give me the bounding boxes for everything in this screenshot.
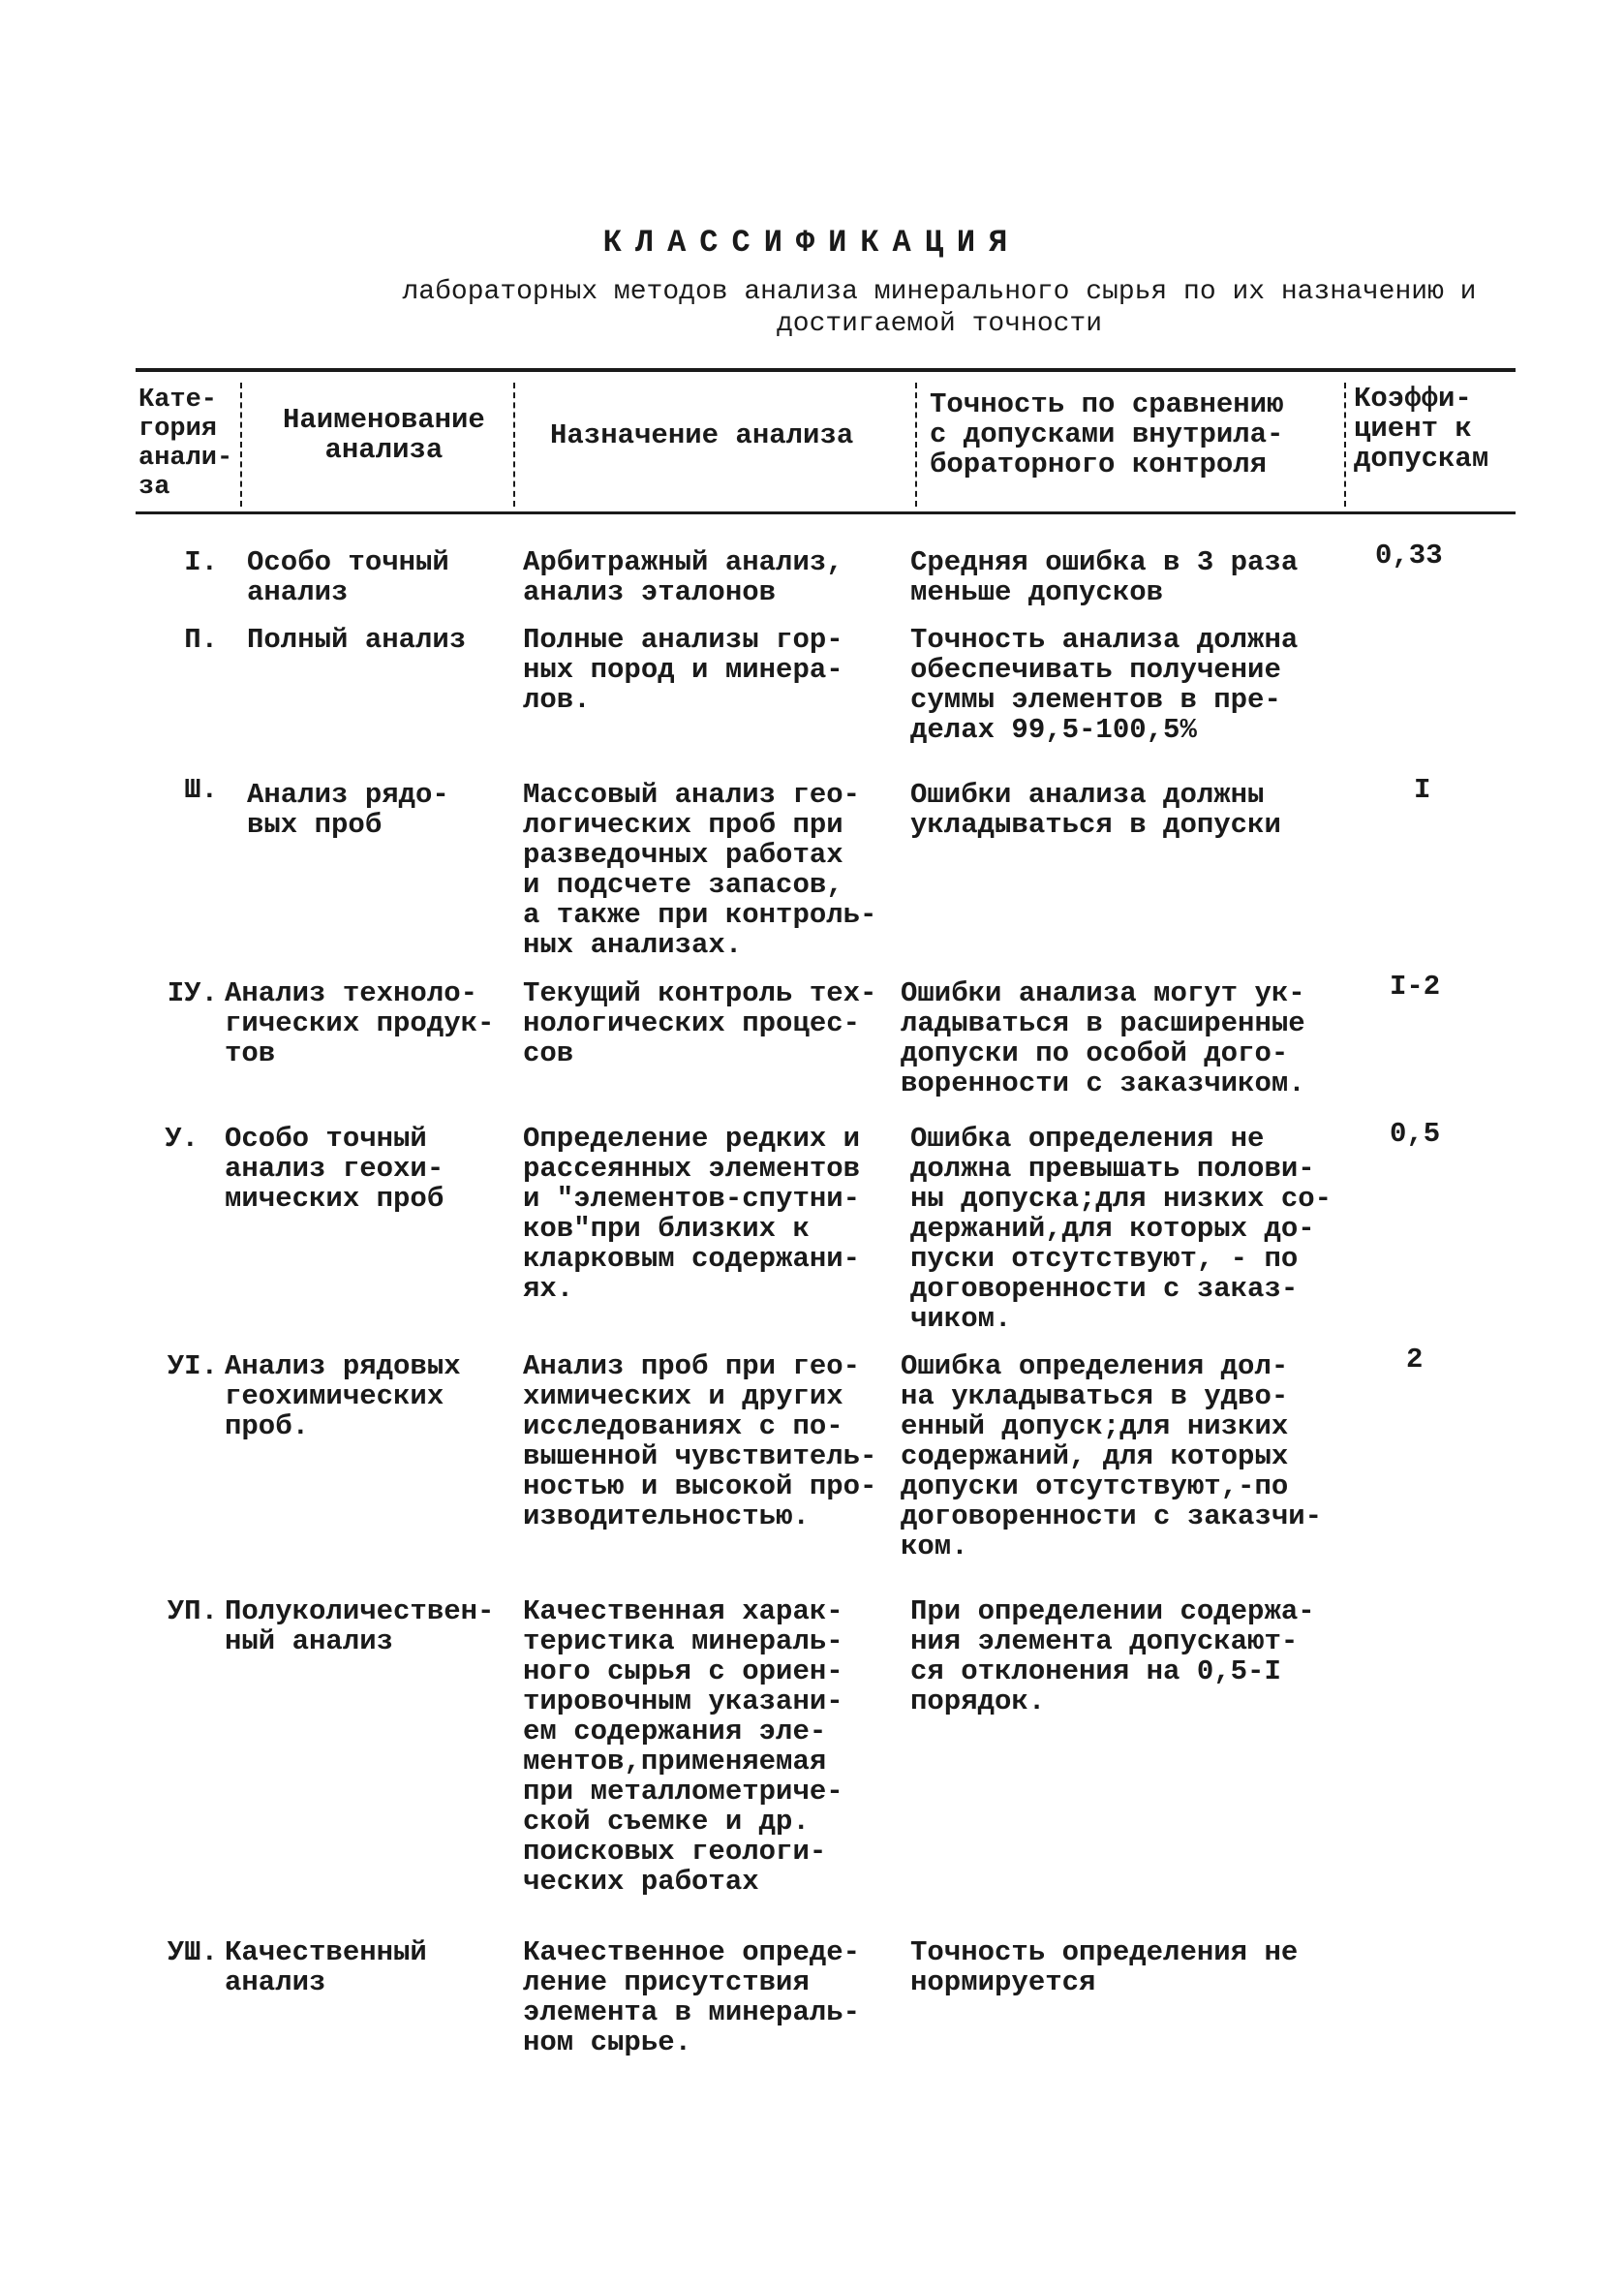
row-name: Полуколичествен- ный анализ xyxy=(225,1595,495,1657)
row-accuracy: При определении содержа- ния элемента допускают- ся отклонения на 0,5-I порядок. xyxy=(910,1595,1315,1717)
table-top-rule xyxy=(136,368,1516,372)
header-separator xyxy=(915,383,919,507)
row-purpose: Определение редких и рассеянных элементов и "элементов-спутни- ков"при близких к кларковым содержани- ях. xyxy=(523,1123,861,1305)
row-purpose: Качественное опреде- ление присутствия элемента в минераль- ном сырье. xyxy=(523,1936,861,2058)
row-accuracy: Ошибка определения не должна превышать полови- ны допуска;для низких со- держаний,для которых до- пуски отсутствуют, - по договоренности с заказ- чиком. xyxy=(910,1123,1333,1335)
row-category: У. xyxy=(165,1123,199,1155)
row-accuracy: Ошибка определения дол- на укладываться в удво- енный допуск;для низких содержаний, для которых допуски отсутствуют,-по договоренности с заказчи- ком. xyxy=(901,1350,1323,1562)
row-category: П. xyxy=(184,624,218,656)
row-purpose: Арбитражный анализ, анализ эталонов xyxy=(523,546,843,608)
header-separator xyxy=(513,383,517,507)
row-coefficient: 0,33 xyxy=(1375,540,1443,572)
header-accuracy: Точность по сравнению с допусками внутрила- бораторного контроля xyxy=(930,388,1284,480)
row-coefficient: 0,5 xyxy=(1390,1118,1441,1150)
header-separator xyxy=(240,383,244,507)
row-name: Анализ рядо- вых проб xyxy=(247,779,449,841)
row-coefficient: I xyxy=(1414,774,1431,806)
row-category: УI. xyxy=(167,1350,218,1382)
header-purpose: Назначение анализа xyxy=(550,419,854,451)
row-name: Анализ техноло- гических продук- тов xyxy=(225,977,495,1069)
row-name: Качественный анализ xyxy=(225,1936,427,1998)
document-subtitle: лабораторных методов анализа минерального сырья по их назначению и достигаемой точности xyxy=(402,277,1477,339)
row-name: Особо точный анализ xyxy=(247,546,449,608)
row-category: УШ. xyxy=(167,1936,218,1968)
document-title: КЛАССИФИКАЦИЯ xyxy=(602,225,1022,261)
table-header-rule xyxy=(136,511,1516,514)
header-category: Кате- гория анали- за xyxy=(138,386,233,502)
row-category: I. xyxy=(184,546,218,578)
row-accuracy: Средняя ошибка в 3 раза меньше допусков xyxy=(910,546,1299,608)
row-accuracy: Точность определения не нормируется xyxy=(910,1936,1299,1998)
row-category: Ш. xyxy=(184,774,218,806)
row-name: Анализ рядовых геохимических проб. xyxy=(225,1350,461,1442)
row-category: IУ. xyxy=(167,977,218,1009)
header-name: Наименование анализа xyxy=(283,404,485,466)
row-category: УП. xyxy=(167,1595,218,1627)
row-purpose: Массовый анализ гео- логических проб при разведочных работах и подсчете запасов, а также при контроль- ных анализах. xyxy=(523,779,877,961)
header-coefficient: Коэффи- циент к допускам xyxy=(1354,383,1489,475)
row-accuracy: Ошибки анализа могут ук- ладываться в расширенные допуски по особой дого- воренности с заказчиком. xyxy=(901,977,1305,1099)
row-accuracy: Ошибки анализа должны укладываться в допуски xyxy=(910,779,1281,841)
row-coefficient: 2 xyxy=(1406,1344,1424,1376)
header-separator xyxy=(1344,383,1348,507)
row-coefficient: I-2 xyxy=(1390,971,1441,1003)
row-name: Полный анализ xyxy=(247,624,467,656)
row-purpose: Текущий контроль тех- нологических процес- сов xyxy=(523,977,877,1069)
row-accuracy: Точность анализа должна обеспечивать получение суммы элементов в пре- делах 99,5-100,5% xyxy=(910,624,1299,746)
row-purpose: Анализ проб при гео- химических и других исследованиях с по- вышенной чувствитель- ностью и высокой про- изводительностью. xyxy=(523,1350,877,1532)
row-purpose: Полные анализы гор- ных пород и минера- лов. xyxy=(523,624,843,716)
row-name: Особо точный анализ геохи- мических проб xyxy=(225,1123,444,1215)
row-purpose: Качественная харак- теристика минераль- ного сырья с ориен- тировочным указани- ем содержания эле- ментов,применяемая при металлометриче- ской съемке и др. поисковых геологи- ческих работах xyxy=(523,1595,843,1898)
